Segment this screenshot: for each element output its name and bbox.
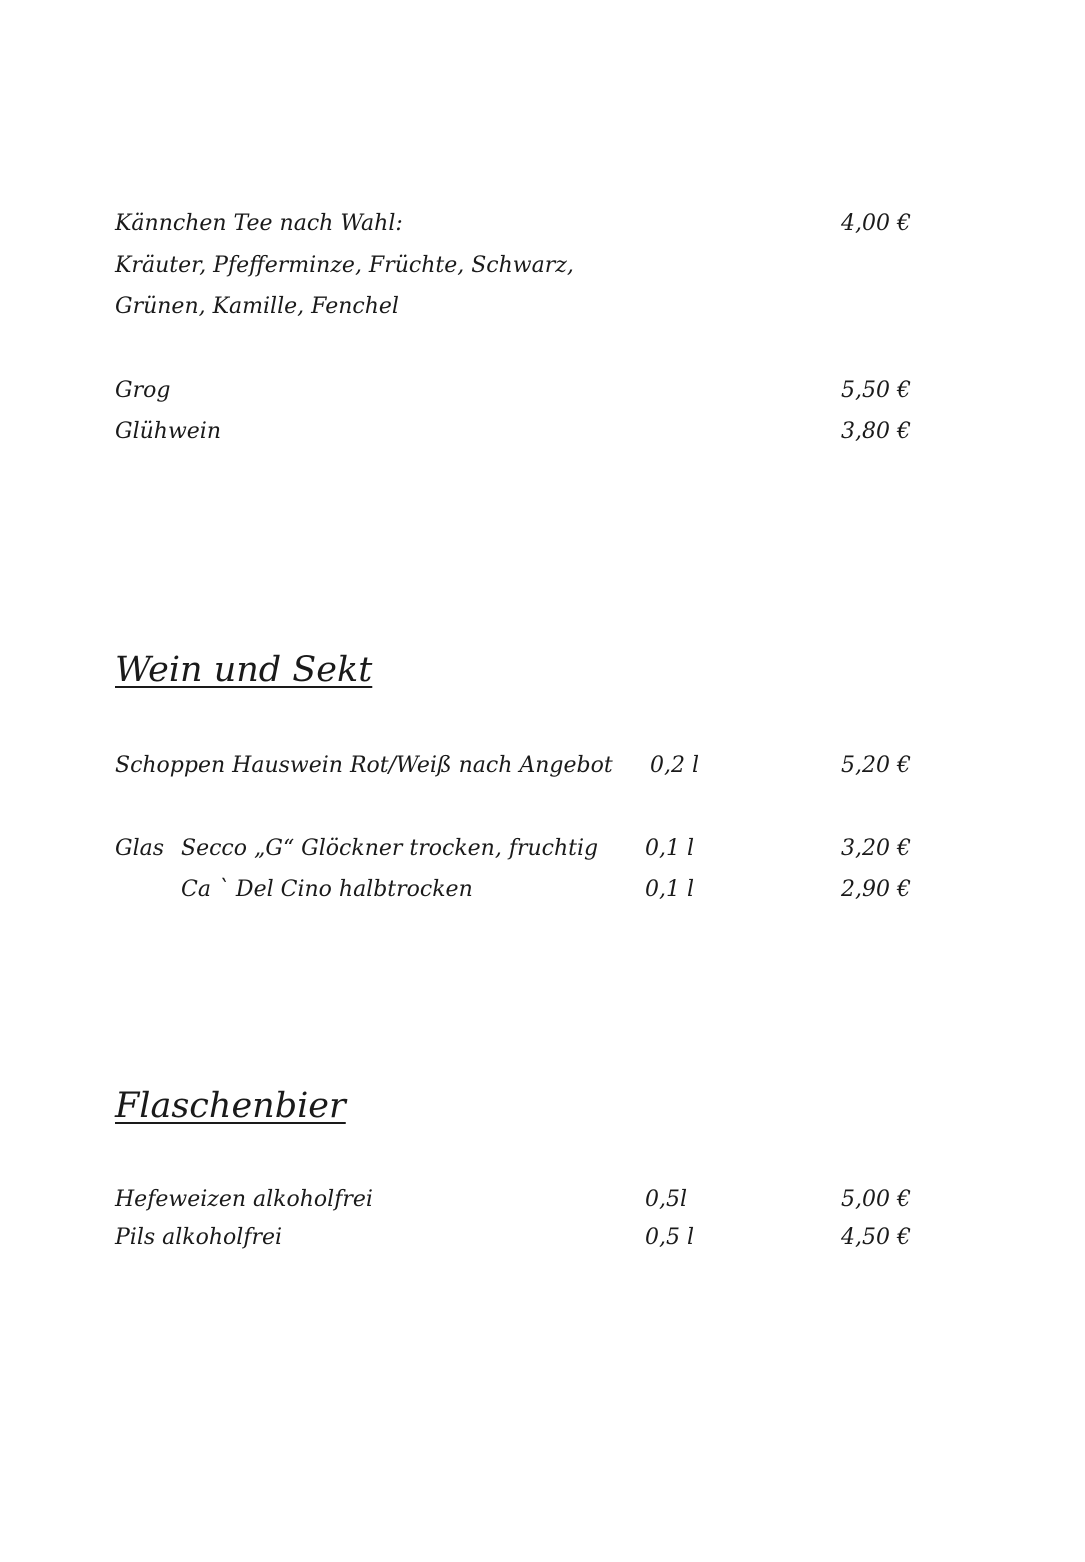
menu-item-volume: 0,1 l [645,836,695,861]
section-heading-wine: Wein und Sekt [115,650,373,690]
menu-item-name: Hefeweizen alkoholfrei [115,1187,373,1212]
menu-item-price: 4,50 € [841,1225,911,1250]
menu-item-price: 3,80 € [841,419,911,444]
menu-item-name: Glühwein [115,419,222,444]
menu-item-price: 5,20 € [841,753,911,778]
menu-item-price: 5,50 € [841,378,911,403]
menu-item-price: 5,00 € [841,1187,911,1212]
tea-options-line-1: Kräuter, Pfefferminze, Früchte, Schwarz, [115,253,574,278]
tea-price: 4,00 € [841,211,911,236]
tea-options-line-2: Grünen, Kamille, Fenchel [115,294,399,319]
menu-item-name: Ca ` Del Cino halbtrocken [181,877,473,902]
menu-item-volume: 0,1 l [645,877,695,902]
glass-label: Glas [115,836,165,861]
menu-item-volume: 0,5l [645,1187,688,1212]
menu-item-volume: 0,5 l [645,1225,695,1250]
menu-item-price: 3,20 € [841,836,911,861]
section-heading-beer: Flaschenbier [115,1086,346,1126]
menu-item-name: Grog [115,378,171,403]
menu-item-volume: 0,2 l [650,753,700,778]
menu-item-name: Schoppen Hauswein Rot/Weiß nach Angebot [115,753,613,778]
menu-item-price: 2,90 € [841,877,911,902]
menu-item-name: Pils alkoholfrei [115,1225,283,1250]
menu-item-name: Secco „G“ Glöckner trocken, fruchtig [181,836,599,861]
tea-title: Kännchen Tee nach Wahl: [115,211,403,236]
